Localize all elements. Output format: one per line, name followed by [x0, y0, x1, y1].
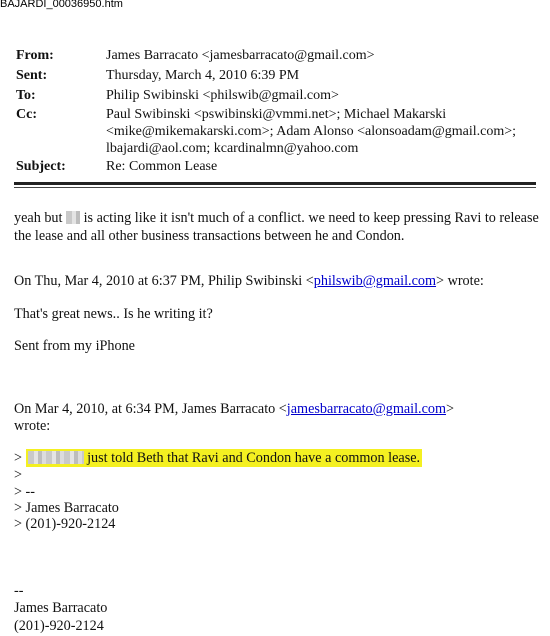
header-divider-thick	[14, 182, 536, 185]
quoted-highlight-line	[14, 450, 422, 467]
quoted-sig-phone: > (201)-920-2124	[14, 516, 116, 532]
body-text-start: yeah but	[14, 210, 63, 226]
cc-line-3: lbajardi@aol.com; kcardinalmn@yahoo.com	[106, 141, 359, 156]
cc-label: Cc:	[16, 107, 37, 122]
subject-value: Re: Common Lease	[106, 159, 218, 174]
body-text-rest: is acting like it isn't much of a conflict. we need to keep pressing Ravi to release	[83, 210, 539, 226]
to-value: Philip Swibinski <philswib@gmail.com>	[106, 88, 339, 103]
to-label: To:	[16, 88, 36, 103]
quoted-blank-line: >	[14, 467, 23, 483]
cc-line-1: Paul Swibinski <pswibinski@vmmi.net>; Michael Makarski	[106, 107, 447, 122]
from-label: From:	[16, 48, 54, 63]
redaction-block	[66, 211, 80, 224]
signature-name: James Barracato	[14, 600, 108, 616]
quote-header-1-prefix: On Thu, Mar 4, 2010 at 6:37 PM, Philip Swibinski <	[14, 273, 314, 289]
quote-header-2	[14, 401, 454, 418]
body-paragraph-line-2: the lease and all other business transactions between he and Condon.	[14, 228, 405, 244]
philswib-email-link[interactable]: philswib@gmail.com	[313, 273, 437, 289]
quote-header-1-suffix: > wrote:	[436, 273, 484, 289]
subject-label: Subject:	[16, 159, 66, 174]
highlighted-sentence: just told Beth that Ravi and Condon have a common lease.	[87, 450, 421, 466]
redaction-block	[28, 451, 84, 464]
header-divider-thin	[14, 187, 536, 188]
quote-marker: >	[14, 450, 23, 466]
document-filename: BAJARDI_00036950.htm	[0, 0, 123, 10]
sent-value: Thursday, March 4, 2010 6:39 PM	[106, 68, 300, 83]
highlighted-text	[26, 449, 423, 467]
sent-label: Sent:	[16, 68, 48, 83]
quoted-sig-name: > James Barracato	[14, 500, 119, 516]
quote-header-2-prefix: On Mar 4, 2010, at 6:34 PM, James Barracato <	[14, 401, 287, 417]
quote-header-2-suffix: >	[446, 401, 455, 417]
cc-line-2: <mike@mikemakarski.com>; Adam Alonso <alonsoadam@gmail.com>;	[106, 124, 517, 139]
quote-header-1	[14, 273, 484, 290]
signature-phone: (201)-920-2124	[14, 618, 104, 634]
from-value: James Barracato <jamesbarracato@gmail.com>	[106, 48, 375, 63]
quoted-signature-1: Sent from my iPhone	[14, 338, 135, 354]
signature-dashes: --	[14, 583, 24, 599]
quoted-message-1: That's great news.. Is he writing it?	[14, 306, 213, 322]
jamesbarracato-email-link[interactable]: jamesbarracato@gmail.com	[286, 401, 447, 417]
quoted-sig-dashes: > --	[14, 484, 35, 500]
body-paragraph-line-1	[14, 210, 539, 227]
quote-header-2-wrote: wrote:	[14, 418, 51, 434]
